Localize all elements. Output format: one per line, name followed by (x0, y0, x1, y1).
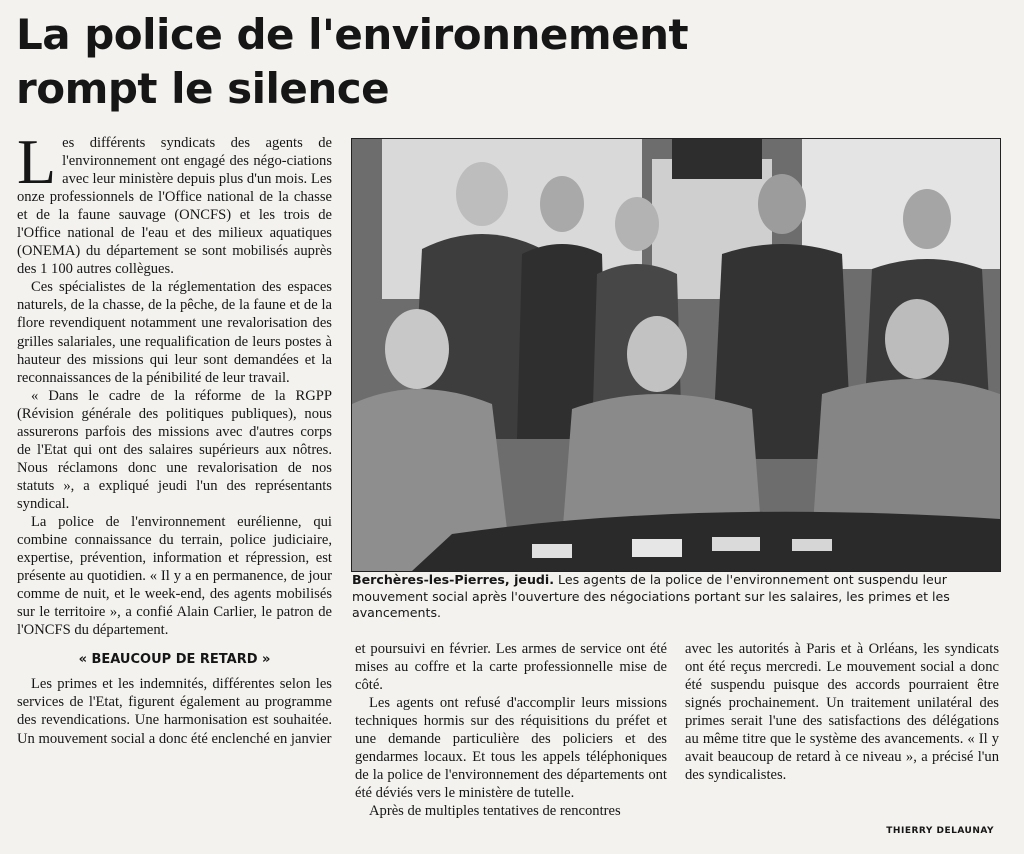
section-subhead: « BEAUCOUP DE RETARD » (78, 652, 271, 668)
paragraph-3: « Dans le cadre de la réforme de la RGPP (Révision générale des politiques publiques), nous assurerons parfois des missions avec d'autres corps de l'Etat qui ont des salaires supérieurs aux nôtres. Nous réclamons donc une revalorisation de nos statuts », a expliqué jeudi l'un des représentants syndical. (17, 387, 332, 512)
group-photo (351, 138, 1001, 572)
byline: THIERRY DELAUNAY (886, 826, 994, 836)
paragraph-8: Après de multiples tentatives de rencontres (369, 803, 621, 820)
paragraph-5: Les primes et les indemnités, différentes selon les services de l'Etat, figurent également au programme des revendications. Une harmonisation est souhaitée. Un mouvement social a donc été enclenché en janvier (17, 676, 332, 747)
paragraph-4: La police de l'environnement eurélienne, qui combine connaissance du terrain, police judiciaire, expertise, prévention, information et répression, est présente au quotidien. « Il y a en permanence, de jour comme de nuit, et le week-end, des agents mobilisés sur le territoire », a confié Alain Carlier, le patron de l'ONCFS du département. (17, 513, 332, 639)
paragraph-7: Les agents ont refusé d'accomplir leurs missions techniques hormis sur des réquisitions du préfet et une demande particulière des policiers et des gendarmes locaux. Et tous les appels téléphoniques de la police de l'environnement des départements ont été déviés vers le ministère de tutelle. (355, 695, 667, 802)
column-3 (685, 640, 999, 784)
headline-line-1: La police de l'environnement (16, 10, 689, 59)
photo-caption (352, 572, 1000, 622)
column-2 (355, 640, 667, 820)
article-headline (16, 8, 976, 116)
paragraph-2: Ces spécialistes de la réglementation des espaces naturels, de la chasse, de la pêche, de la faune et de la flore revendiquent notamment une revalorisation des grilles salariales, une requalification de leurs postes à hauteur des missions qui leur sont demandées et la reconnaissances de la pénibilité de leur travail. (17, 279, 332, 386)
drop-cap: L (17, 126, 57, 197)
paragraph-6: et poursuivi en février. Les armes de service ont été mises au coffre et la carte professionnelle mise de côté. (355, 641, 667, 694)
paragraph-1: Les différents syndicats des agents de l'environnement ont engagé des négo-ciations avec leur ministère depuis plus d'un mois. Les onze professionnels de l'Office national de la chasse et de la faune sauvage (ONCFS) et les trois de l'Office national de l'eau et des milieux aquatiques (ONEMA) du département se sont mobilisés auprès des 1 100 autres collègues. (17, 126, 332, 278)
photo-illustration (352, 139, 1000, 571)
caption-place: Berchères-les-Pierres, jeudi. (352, 572, 555, 587)
column-1 (17, 126, 332, 748)
paragraph-9: avec les autorités à Paris et à Orléans, les syndicats ont été reçus mercredi. Le mouvement social a donc été suspendu puisque des accords pourraient être signés prochainement. Un traitement unilatéral des primes serait l'une des satisfactions des délégations au même titre que le système des avancements. « Il y avait beaucoup de retard à ce niveau », a précisé l'un des syndicalistes. (685, 641, 999, 784)
caption-text: Les agents de la police de l'environnement ont suspendu leur mouvement social après l'ouverture des négociations portant sur les salaires, les primes et les avancements. (352, 572, 950, 620)
headline-line-2: rompt le silence (16, 64, 390, 113)
